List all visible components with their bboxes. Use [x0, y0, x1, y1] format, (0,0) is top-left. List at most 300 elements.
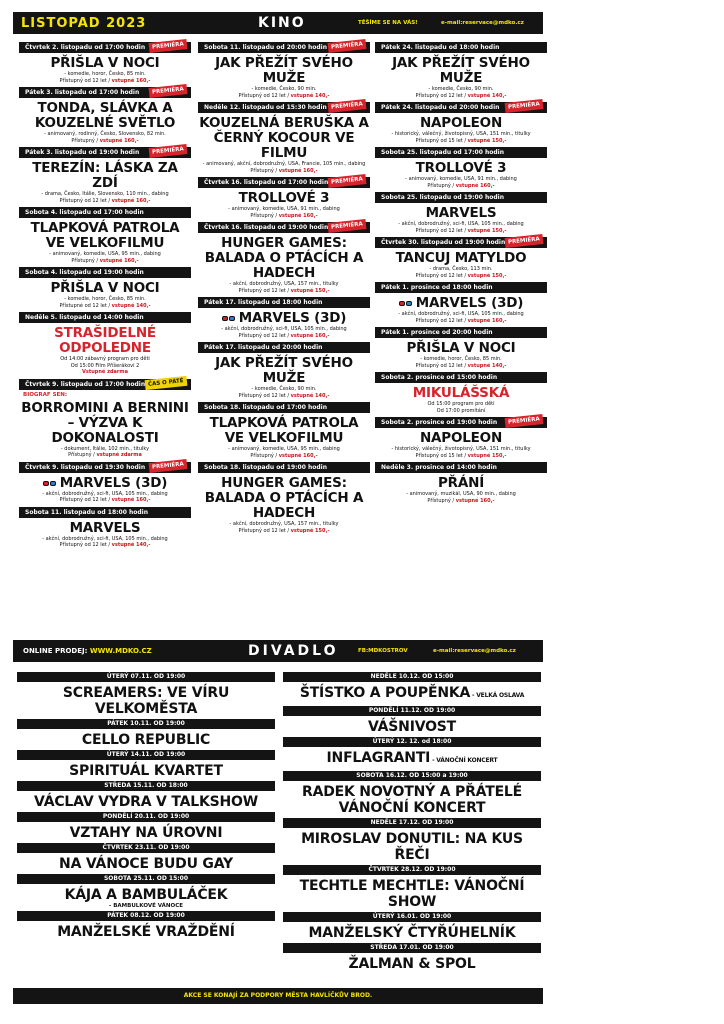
listing-date: Čtvrtek 16. listopadu od 19:00 hodin PREMIÉRA	[198, 222, 370, 233]
access-text: Přístupný od 12 let /	[238, 527, 291, 534]
movie-title	[375, 251, 547, 266]
movie-title	[198, 191, 370, 206]
movie-price-line	[198, 333, 370, 340]
theatre-listing[interactable]	[17, 843, 275, 874]
online-sale	[23, 647, 152, 655]
movie-listing[interactable]	[375, 462, 547, 504]
listing-date: Neděle 12. listopadu od 15:30 hodin PREMIÉRA	[198, 102, 370, 113]
movie-info: - komedie, Česko, 90 min.	[251, 386, 317, 392]
movie-title	[198, 311, 370, 326]
premiere-badge: PREMIÉRA	[328, 39, 367, 53]
listing-date: Čtvrtek 9. listopadu od 17:00 hodin ČAS O PÁTÉ	[19, 379, 191, 390]
theatre-title-text: MIROSLAV DONUTIL: NA KUS ŘEČI	[301, 831, 523, 863]
theatre-title-text: RADEK NOVOTNÝ A PŘÁTELÉ VÁNOČNÍ KONCERT	[301, 784, 523, 816]
movie-info: - akční, dobrodružný, USA, 157 min., titulky	[229, 281, 339, 287]
movie-listing[interactable]	[375, 102, 547, 144]
listing-date: Čtvrtek 30. listopadu od 19:00 hodin PREMIÉRA	[375, 237, 547, 248]
theatre-date: NEDĚLE 10.12. OD 15:00	[283, 672, 541, 682]
theatre-listing[interactable]	[283, 865, 541, 912]
movie-title-text: MIKULÁŠSKÁ	[412, 385, 510, 401]
access-text: Přístupný od 12 let /	[59, 197, 112, 204]
listing-date: Sobota 4. listopadu od 17:00 hodin	[19, 207, 191, 218]
movie-title-text: MARVELS	[425, 205, 497, 221]
movie-title	[375, 116, 547, 131]
listing-date: Sobota 18. listopadu od 19:00 hodin	[198, 462, 370, 473]
theatre-title-text: VÁCLAV VYDRA V TALKSHOW	[34, 794, 258, 810]
listing-date: Sobota 25. listopadu od 19:00 hodin	[375, 192, 547, 203]
theatre-title	[17, 760, 275, 781]
divadlo-column-left	[17, 672, 275, 942]
access-text: Přístupný od 12 let /	[415, 362, 468, 369]
movie-price-line	[19, 138, 191, 145]
theatre-listing[interactable]	[17, 781, 275, 812]
movie-info: - komedie, horor, Česko, 85 min.	[420, 356, 502, 362]
movie-price-line	[375, 498, 547, 505]
movie-title-text: TANCUJ MATYLDO	[395, 250, 527, 266]
movie-title-text: TROLLOVÉ 3	[415, 160, 507, 176]
access-text: Přístupný /	[250, 212, 279, 219]
movie-price-line	[375, 183, 547, 190]
listing-date: Neděle 5. listopadu od 14:00 hodin	[19, 312, 191, 323]
theatre-listing[interactable]	[283, 771, 541, 818]
kino-column-2	[198, 42, 370, 537]
movie-info: - historický, válečný, životopisný, USA, 151 min., titulky	[391, 446, 531, 452]
movie-title	[19, 221, 191, 251]
theatre-listing[interactable]	[283, 672, 541, 706]
divadlo-bar	[13, 640, 543, 662]
theatre-listing[interactable]	[17, 719, 275, 750]
theatre-listing[interactable]	[283, 737, 541, 771]
movie-info: - akční, dobrodružný, sci-fi, USA, 105 min., dabing	[221, 326, 347, 332]
movie-price-line	[198, 213, 370, 220]
movie-title-text: PŘIŠLA V NOCI	[50, 55, 160, 71]
theatre-listing[interactable]	[283, 943, 541, 974]
section-title: KINO	[258, 15, 306, 31]
theatre-date: STŘEDA 15.11. OD 18:00	[17, 781, 275, 791]
theatre-title	[283, 953, 541, 974]
movie-title-text: MARVELS	[69, 519, 141, 536]
premiere-badge: PREMIÉRA	[505, 99, 544, 113]
movie-info: - akční, dobrodružný, sci-fi, USA, 105 min., dabing	[42, 535, 168, 542]
movie-title	[198, 356, 370, 386]
access-text: Přístupný od 12 let /	[415, 227, 468, 234]
listing-date: Sobota 4. listopadu od 19:00 hodin	[19, 267, 191, 278]
movie-title-text: BORROMINI A BERNINI – VÝZVA K DOKONALOSTI	[21, 399, 189, 446]
theatre-listing[interactable]	[17, 750, 275, 781]
movie-title	[198, 236, 370, 281]
movie-listing[interactable]	[375, 417, 547, 459]
movie-title-text: TLAPKOVÁ PATROLA VE VELKOFILMU	[30, 220, 180, 251]
movie-info: - animovaný, komedie, USA, 95 min., dabing	[49, 251, 161, 257]
theatre-title	[283, 716, 541, 737]
theatre-title	[17, 921, 275, 942]
listing-date: Pátek 3. listopadu od 19:00 hodin PREMIÉRA	[19, 147, 191, 158]
movie-listing[interactable]	[19, 87, 191, 144]
movie-listing[interactable]	[375, 237, 547, 279]
movie-price-line	[198, 528, 370, 535]
movie-listing[interactable]	[198, 402, 370, 459]
theatre-title	[17, 884, 275, 905]
theatre-listing[interactable]	[283, 818, 541, 865]
theatre-title-text: SPIRITUÁL KVARTET	[69, 763, 223, 779]
theatre-title	[283, 828, 541, 865]
theatre-date: NEDĚLE 17.12. OD 19:00	[283, 818, 541, 828]
divadlo-title: DIVADLO	[248, 643, 339, 659]
movie-listing[interactable]	[198, 102, 370, 174]
theatre-date: PÁTEK 10.11. OD 19:00	[17, 719, 275, 729]
theatre-title-text: MANŽELSKÝ ČTYŘÚHELNÍK	[308, 925, 516, 941]
access-text: Přístupný od 12 let /	[59, 77, 112, 84]
price-text: vstupné 140,-	[111, 542, 151, 548]
lens-right	[229, 316, 235, 321]
access-text: Přístupný /	[71, 257, 100, 264]
price-text: vstupné 160,-	[455, 182, 495, 189]
movie-price-line	[19, 542, 191, 549]
access-text: Přístupný od 12 let /	[59, 542, 112, 548]
movie-listing[interactable]	[19, 147, 191, 204]
movie-price-line	[19, 497, 191, 504]
theatre-title-text: VÁŠNIVOST	[367, 719, 457, 735]
greeting: TĚŠÍME SE NA VÁS!	[358, 20, 418, 26]
month-title: LISTOPAD 2023	[21, 15, 147, 31]
theatre-title	[283, 747, 541, 771]
kino-column-1	[19, 42, 191, 552]
movie-listing[interactable]	[375, 372, 547, 414]
movie-info: - komedie, horor, Česko, 85 min.	[64, 296, 146, 302]
movie-price-line	[19, 78, 191, 85]
lens-left	[399, 301, 405, 306]
theatre-date: ÚTERÝ 14.11. OD 19:00	[17, 750, 275, 760]
theatre-date: ČTVRTEK 28.12. OD 19:00	[283, 865, 541, 875]
access-text: Přístupné od 12 let /	[59, 302, 112, 309]
divadlo-column-right	[283, 672, 541, 974]
lens-left	[222, 316, 228, 321]
movie-title	[19, 326, 191, 356]
theatre-title-text: CELLO REPUBLIC	[81, 732, 211, 748]
email-link[interactable]: e-mail:reservace@mdko.cz	[441, 20, 524, 26]
price-text: vstupné zdarma	[96, 452, 142, 458]
theatre-title-text: ŠTÍSTKO A POUPĚNKA	[299, 685, 471, 701]
theatre-date: STŘEDA 17.01. OD 19:00	[283, 943, 541, 953]
movie-listing[interactable]	[375, 327, 547, 369]
movie-info: - akční, dobrodružný, sci-fi, USA, 105 min., dabing	[42, 490, 168, 497]
theatre-listing[interactable]	[17, 812, 275, 843]
movie-title-text: JAK PŘEŽÍT SVÉHO MUŽE	[392, 55, 530, 86]
movie-title-text: TROLLOVÉ 3	[238, 190, 330, 206]
theatre-title	[17, 853, 275, 874]
movie-price-line	[375, 228, 547, 235]
movie-title	[375, 161, 547, 176]
movie-listing[interactable]	[198, 42, 370, 99]
movie-listing[interactable]	[375, 147, 547, 189]
movie-info: - dokument, Itálie, 102 min., titulky	[60, 445, 150, 452]
premiere-badge: PREMIÉRA	[505, 234, 544, 248]
listing-date: Pátek 24. listopadu od 18:00 hodin	[375, 42, 547, 53]
movie-title-text: NAPOLEON	[419, 115, 503, 131]
price-text: vstupné 140,-	[290, 92, 330, 99]
access-text: Přístupný /	[71, 137, 100, 144]
access-text: Přístupný od 12 let /	[238, 392, 291, 399]
kino-column-3	[375, 42, 547, 507]
movie-price-line	[19, 452, 191, 459]
price-text: vstupné 150,-	[467, 137, 507, 144]
price-text: vstupné 160,-	[99, 257, 139, 264]
theatre-date: SOBOTA 25.11. OD 15:00	[17, 874, 275, 884]
access-text: Přístupný od 12 let /	[238, 287, 291, 294]
price-text: vstupné 160,-	[99, 137, 139, 144]
price-text: vstupné 150,-	[467, 227, 507, 234]
movie-title	[19, 476, 191, 491]
listing-date: Sobota 11. listopadu od 20:00 hodin PREMIÉRA	[198, 42, 370, 53]
movie-listing[interactable]	[375, 42, 547, 99]
movie-title	[19, 401, 191, 446]
website-link[interactable]: WWW.MDKO.CZ	[89, 647, 152, 655]
movie-price-line	[375, 363, 547, 370]
movie-info: - animovaný, komedie, USA, 91 min., dabing	[228, 206, 340, 212]
lens-right	[406, 301, 412, 306]
movie-listing[interactable]	[198, 222, 370, 294]
theatre-title	[17, 791, 275, 812]
movie-listing[interactable]	[19, 507, 191, 549]
movie-title	[198, 476, 370, 521]
lens-right	[50, 481, 56, 486]
access-text: Přístupný od 12 let /	[415, 317, 468, 324]
movie-title	[19, 281, 191, 296]
movie-info: - komedie, Česko, 90 min.	[251, 86, 317, 92]
movie-info: Od 15:00 program pro děti	[427, 401, 495, 407]
movie-info: - drama, Česko, 113 min.	[429, 266, 493, 272]
access-text: Přístupný /	[250, 167, 279, 174]
movie-title	[375, 476, 547, 491]
listing-date: Sobota 11. listopadu od 18:00 hodin	[19, 507, 191, 518]
listing-date: Pátek 3. listopadu od 17:00 hodin PREMIÉRA	[19, 87, 191, 98]
listing-date: Neděle 3. prosince od 14:00 hodin	[375, 462, 547, 473]
divadlo-email-link[interactable]: e-mail:reservace@mdko.cz	[433, 648, 516, 654]
movie-info: - akční, dobrodružný, USA, 157 min., titulky	[229, 521, 339, 527]
listing-date: Sobota 18. listopadu od 17:00 hodin	[198, 402, 370, 413]
movie-price-line	[375, 138, 547, 145]
movie-title	[19, 56, 191, 71]
theatre-subtitle: - VELKÁ OSLAVA	[470, 692, 525, 699]
movie-title	[19, 101, 191, 131]
movie-title-text: PŘIŠLA V NOCI	[406, 340, 516, 356]
theatre-title-text: ŽALMAN & SPOL	[348, 956, 476, 972]
series-label: BIOGRAF SEN:	[23, 391, 68, 398]
theatre-title	[17, 822, 275, 843]
price-text: vstupné 150,-	[290, 527, 330, 534]
listing-date: Sobota 2. prosince od 19:00 hodin PREMIÉRA	[375, 417, 547, 428]
theatre-date: ČTVRTEK 23.11. OD 19:00	[17, 843, 275, 853]
movie-price-line	[198, 288, 370, 295]
listing-date: Pátek 17. listopadu od 18:00 hodin	[198, 297, 370, 308]
theatre-date: SOBOTA 16.12. OD 15:00 a 19:00	[283, 771, 541, 781]
price-text: vstupné 150,-	[290, 287, 330, 294]
theatre-date: PONDĚLÍ 20.11. OD 19:00	[17, 812, 275, 822]
movie-title-text: PŘÁNÍ	[437, 475, 485, 491]
movie-title-text: KOUZELNÁ BERUŠKA A ČERNÝ KOCOUR VE FILMU	[199, 115, 369, 161]
theatre-subline: - BAMBULKOVÉ VÁNOCE	[109, 903, 183, 909]
movie-title-text: TEREZÍN: LÁSKA ZA ZDÍ	[32, 160, 178, 191]
movie-title	[375, 386, 547, 401]
premiere-badge: PREMIÉRA	[149, 144, 188, 158]
access-text: Přístupný /	[68, 452, 97, 458]
movie-listing[interactable]	[198, 297, 370, 339]
movie-info: Od 15:00 Film Příšerákovi 2	[70, 362, 140, 369]
theatre-date: PONDĚLÍ 11.12. OD 19:00	[283, 706, 541, 716]
movie-title-text: HUNGER GAMES: BALADA O PTÁCÍCH A HADECH	[204, 235, 364, 281]
3d-glasses-icon	[43, 480, 57, 487]
movie-title	[198, 116, 370, 161]
movie-title-text: MARVELS (3D)	[59, 474, 168, 491]
access-text: Přístupný od 12 let /	[238, 332, 291, 339]
theatre-title-text: NA VÁNOCE BUDU GAY	[59, 856, 233, 872]
movie-title	[375, 341, 547, 356]
lens-left	[43, 481, 49, 486]
movie-listing[interactable]	[198, 342, 370, 399]
movie-title-text: NAPOLEON	[419, 430, 503, 446]
price-text: vstupné 140,-	[467, 362, 507, 369]
listing-date: Čtvrtek 16. listopadu od 17:00 hodin PREMIÉRA	[198, 177, 370, 188]
listing-date: Sobota 25. listopadu od 17:00 hodin	[375, 147, 547, 158]
access-text: Přístupný /	[250, 452, 279, 459]
theatre-listing[interactable]	[17, 672, 275, 719]
premiere-badge: PREMIÉRA	[328, 174, 367, 188]
movie-title-text: HUNGER GAMES: BALADA O PTÁCÍCH A HADECH	[204, 475, 364, 521]
premiere-badge: PREMIÉRA	[149, 39, 188, 53]
listing-date: Čtvrtek 9. listopadu od 19:30 hodin PREMIÉRA	[19, 462, 191, 473]
access-text: Přístupný /	[427, 497, 456, 504]
premiere-badge: PREMIÉRA	[149, 84, 188, 98]
access-text: Přístupný od 15 let /	[415, 452, 468, 459]
movie-price-line	[375, 93, 547, 100]
movie-title	[19, 521, 191, 536]
theatre-listing[interactable]	[17, 874, 275, 909]
movie-title-text: STRAŠIDELNÉ ODPOLEDNE	[54, 325, 156, 356]
movie-title-text: TONDA, SLÁVKA A KOUZELNÉ SVĚTLO	[34, 100, 176, 131]
online-label: ONLINE PRODEJ:	[23, 647, 88, 655]
movie-price-line	[198, 93, 370, 100]
movie-info: - komedie, Česko, 90 min.	[428, 86, 494, 92]
price-text: vstupné 140,-	[467, 92, 507, 99]
movie-price-line	[19, 303, 191, 310]
theatre-title-text: SCREAMERS: VE VÍRU VELKOMĚSTA	[62, 685, 230, 717]
movie-info: Od 14:00 zábavný program pro děti	[60, 356, 150, 362]
theatre-title-text: INFLAGRANTI	[326, 750, 431, 766]
access-text: Přístupný od 12 let /	[415, 272, 468, 279]
listing-date: Sobota 2. prosince od 15:00 hodin	[375, 372, 547, 383]
3d-glasses-icon	[222, 315, 236, 322]
movie-info: - akční, dobrodružný, sci-fi, USA, 105 min., dabing	[398, 221, 524, 227]
theatre-title	[17, 682, 275, 719]
movie-listing[interactable]	[198, 177, 370, 219]
price-text: vstupné 160,-	[111, 77, 151, 84]
movie-title	[375, 431, 547, 446]
access-text: Přístupný od 15 let /	[415, 137, 468, 144]
movie-info: - animovaný, rodinný, Česko, Slovensko, 82 min.	[44, 131, 166, 137]
premiere-badge: PREMIÉRA	[328, 219, 367, 233]
theatre-date: PÁTEK 08.12. OD 19:00	[17, 911, 275, 921]
listing-date: Pátek 17. listopadu od 20:00 hodin	[198, 342, 370, 353]
movie-price-line	[198, 393, 370, 400]
price-text: vstupné 160,-	[278, 452, 318, 459]
movie-listing[interactable]	[375, 192, 547, 234]
theatre-listing[interactable]	[283, 912, 541, 943]
movie-title-text: MARVELS (3D)	[415, 295, 524, 311]
movie-title-text: JAK PŘEŽÍT SVÉHO MUŽE	[215, 55, 353, 86]
premiere-badge: PREMIÉRA	[149, 459, 188, 473]
access-text: Přístupný od 12 let /	[238, 92, 291, 99]
price-text: vstupné 140,-	[111, 302, 151, 309]
theatre-subtitle: - VÁNOČNÍ KONCERT	[430, 757, 498, 764]
movie-title	[375, 296, 547, 311]
facebook-link[interactable]: FB:MDKOSTROV	[358, 648, 408, 654]
listing-date: Pátek 1. prosince od 18:00 hodin	[375, 282, 547, 293]
movie-listing[interactable]	[19, 207, 191, 264]
movie-price-line	[19, 258, 191, 265]
movie-price-line	[19, 198, 191, 205]
price-text: vstupné 160,-	[278, 167, 318, 174]
header-bar	[13, 12, 543, 34]
theatre-title-text: MANŽELSKÉ VRAŽDĚNÍ	[57, 924, 235, 940]
price-text: vstupné 160,-	[290, 332, 330, 339]
theatre-date: ÚTERÝ 12. 12. od 18:00	[283, 737, 541, 747]
theatre-listing[interactable]	[283, 706, 541, 737]
theatre-title	[283, 875, 541, 912]
listing-date: Pátek 1. prosince od 20:00 hodin	[375, 327, 547, 338]
price-text: vstupné 160,-	[467, 317, 507, 324]
access-text: Přístupný od 12 let /	[59, 497, 112, 503]
price-text: vstupné 140,-	[290, 392, 330, 399]
theatre-title	[17, 729, 275, 750]
movie-info: - animovaný, komedie, USA, 95 min., dabing	[228, 446, 340, 452]
movie-listing[interactable]	[19, 379, 191, 459]
theatre-listing[interactable]	[17, 911, 275, 942]
price-text: vstupné 160,-	[111, 197, 151, 204]
premiere-badge: PREMIÉRA	[505, 414, 544, 428]
movie-listing[interactable]	[19, 267, 191, 309]
movie-title	[19, 161, 191, 191]
movie-info: - komedie, horor, Česko, 85 min.	[64, 71, 146, 77]
movie-info: - animovaný, muzikál, USA, 90 min., dabing	[406, 491, 516, 497]
movie-info: - akční, dobrodružný, sci-fi, USA, 105 min., dabing	[398, 311, 524, 317]
movie-price-line	[375, 318, 547, 325]
theatre-title-text: TECHTLE MECHTLE: VÁNOČNÍ SHOW	[299, 878, 525, 910]
listing-date: Pátek 24. listopadu od 20:00 hodin PREMIÉRA	[375, 102, 547, 113]
movie-title	[375, 206, 547, 221]
footer-note: AKCE SE KONAJÍ ZA PODPORY MĚSTA HAVLÍČKŮV BROD.	[13, 988, 543, 1004]
movie-listing[interactable]	[19, 462, 191, 504]
movie-listing[interactable]	[198, 462, 370, 534]
movie-title	[375, 56, 547, 86]
movie-listing[interactable]	[19, 312, 191, 376]
movie-title	[198, 416, 370, 446]
poster	[13, 12, 543, 1008]
movie-price-line	[375, 273, 547, 280]
price-text: vstupné 150,-	[467, 272, 507, 279]
movie-info: - drama, Česko, Itálie, Slovensko, 110 min., dabing	[41, 191, 169, 197]
access-text: Přístupný od 12 let /	[415, 92, 468, 99]
theatre-title	[283, 922, 541, 943]
theatre-date: ÚTERÝ 16.01. OD 19:00	[283, 912, 541, 922]
price-text: vstupné 150,-	[467, 452, 507, 459]
movie-info: - historický, válečný, životopisný, USA, 151 min., titulky	[391, 131, 531, 137]
movie-title-text: PŘIŠLA V NOCI	[50, 280, 160, 296]
movie-listing[interactable]	[19, 42, 191, 84]
movie-info: - animovaný, komedie, USA, 91 min., dabing	[405, 176, 517, 182]
movie-info: Od 17:00 promítání	[436, 407, 486, 414]
theatre-title-text: KÁJA A BAMBULÁČEK	[64, 887, 228, 903]
movie-listing[interactable]	[375, 282, 547, 324]
